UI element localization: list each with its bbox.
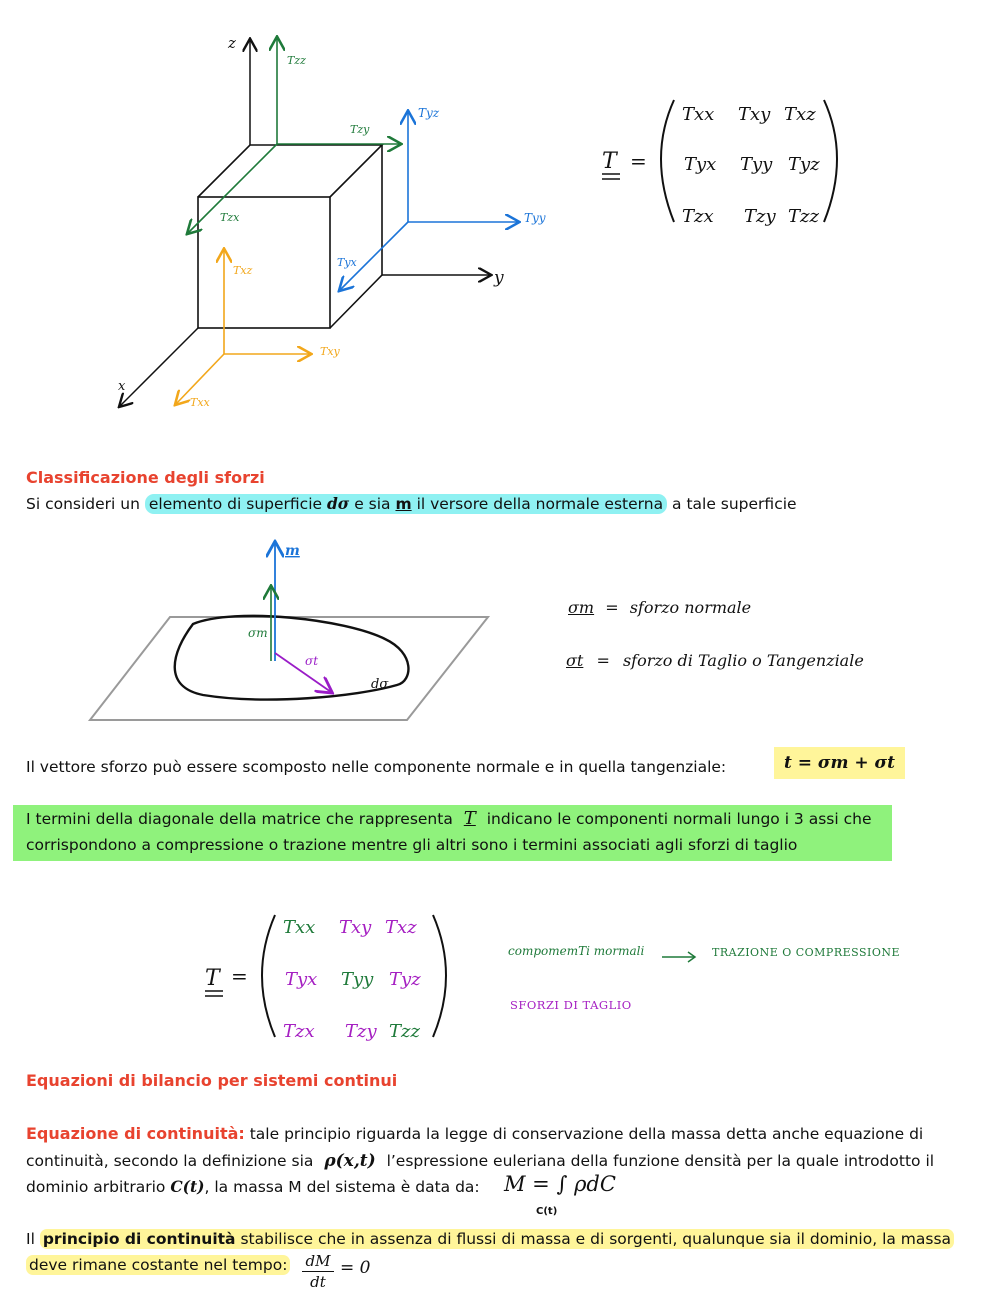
x-axis-label: x bbox=[118, 379, 126, 394]
definition-sigma-m: σm = sforzo normale bbox=[568, 598, 752, 617]
cell-shear: Tzx bbox=[283, 1021, 315, 1042]
principle-highlight: principio di continuità stabilisce che in assenza di flussi di massa e di sorgenti, qualunque sia il dominio, la massa bbox=[40, 1229, 954, 1249]
stress-matrix-top bbox=[590, 90, 870, 235]
cell-shear: Txy bbox=[339, 917, 372, 938]
cell: Tyx bbox=[684, 154, 717, 175]
y-axis-label: y bbox=[494, 268, 504, 288]
diagonal-note-line1: I termini della diagonale della matrice che rappresenta T indicano le componenti normali lungo i 3 assi che bbox=[26, 808, 872, 829]
right-paren bbox=[433, 915, 446, 1037]
cell-shear: Tyz bbox=[389, 969, 421, 990]
cell-shear: Txz bbox=[385, 917, 417, 938]
legend-arrow bbox=[660, 948, 700, 964]
integral-domain-subscript: C(t) bbox=[536, 1206, 558, 1217]
legend-normal-components: compomemTi mormali bbox=[508, 944, 645, 958]
cell: Tyz bbox=[788, 154, 820, 175]
mass-integral-formula: M = ∫ ρdC bbox=[504, 1172, 616, 1196]
diagonal-note-box bbox=[13, 805, 892, 861]
sigma-t-arrow bbox=[275, 653, 331, 692]
legend-shear-stresses: SFORZI DI TAGLIO bbox=[510, 998, 632, 1012]
matrix-equals: = bbox=[231, 964, 248, 988]
matrix-cells bbox=[682, 104, 820, 227]
surface-plane bbox=[90, 617, 488, 720]
left-paren bbox=[262, 915, 275, 1037]
cube bbox=[198, 145, 382, 328]
sigma-m-label: σm bbox=[248, 626, 268, 640]
legend-traction-compression: TRAZIONE O COMPRESSIONE bbox=[712, 946, 901, 959]
matrix-symbol: T bbox=[205, 966, 220, 991]
right-paren bbox=[824, 100, 837, 222]
surface-element-diagram bbox=[85, 535, 505, 730]
vector-decomposition-text: Il vettore sforzo può essere scomposto nelle componente normale e in quella tangenziale: bbox=[26, 758, 727, 776]
matrix-symbol: T bbox=[602, 149, 617, 174]
continuity-paragraph-line3: dominio arbitrario C(t), la massa M del sistema è data da: bbox=[26, 1177, 480, 1196]
tyy-label: Tyy bbox=[524, 211, 546, 225]
section-title-balance-equations: Equazioni di bilancio per sistemi continui bbox=[26, 1071, 398, 1090]
cell: Tzy bbox=[744, 206, 776, 227]
txz-label: Txz bbox=[233, 264, 253, 277]
txx-label: Txx bbox=[190, 396, 210, 409]
cell-shear: Tyx bbox=[285, 969, 318, 990]
tzy-label: Tzy bbox=[350, 123, 370, 136]
stress-cube-diagram bbox=[0, 0, 600, 430]
matrix-equals: = bbox=[630, 149, 647, 173]
cell: Txx bbox=[682, 104, 715, 125]
diagonal-note-line2: corrispondono a compressione o trazione mentre gli altri sono i termini associati agli sforzi di taglio bbox=[26, 836, 798, 854]
tzx-label: Tzx bbox=[220, 211, 240, 224]
sentence-end: a tale superficie bbox=[672, 495, 797, 513]
z-axis-label: z bbox=[228, 34, 236, 52]
cell: Tyy bbox=[740, 154, 773, 175]
continuity-paragraph-line2: continuità, secondo la definizione sia ρ(x,t) l’espressione euleriana della funzione densità per la quale introdotto il bbox=[26, 1151, 935, 1171]
dsigma-label: dσ bbox=[371, 677, 389, 692]
sentence-start: Si consideri un bbox=[26, 495, 140, 513]
section-title-classification: Classificazione degli sforzi bbox=[26, 468, 265, 487]
cell: Txy bbox=[738, 104, 771, 125]
sigma-t-label: σt bbox=[305, 654, 319, 668]
derivative-equals-zero: = 0 bbox=[340, 1258, 371, 1278]
surface-sentence bbox=[26, 491, 797, 517]
cell: Tzx bbox=[682, 206, 714, 227]
cell-diagonal: Txx bbox=[283, 917, 316, 938]
mass-derivative: dM dt bbox=[302, 1251, 334, 1292]
principle-line1: Il principio di continuità stabilisce che in assenza di flussi di massa e di sorgenti, qualunque sia il dominio, la massa bbox=[26, 1226, 954, 1252]
tyx-label: Tyx bbox=[337, 256, 357, 269]
matrix-cells bbox=[283, 917, 421, 1042]
vector-formula: t = σm + σt bbox=[774, 747, 905, 779]
cell: Txz bbox=[784, 104, 816, 125]
cell-diagonal: Tzz bbox=[389, 1021, 420, 1042]
cell-diagonal: Tyy bbox=[341, 969, 374, 990]
tyz-label: Tyz bbox=[418, 106, 440, 120]
txy-label: Txy bbox=[320, 345, 340, 358]
tzz-label: Tzz bbox=[287, 54, 306, 67]
left-paren bbox=[661, 100, 674, 222]
cell: Tzz bbox=[788, 206, 819, 227]
highlight-surface: elemento di superficie dσ e sia m il versore della normale esterna bbox=[145, 494, 667, 514]
principle-line2: deve rimane costante nel tempo: bbox=[26, 1252, 290, 1278]
stress-matrix-colored bbox=[195, 905, 465, 1050]
cell-shear: Tzy bbox=[345, 1021, 377, 1042]
continuity-paragraph-line1: Equazione di continuità: tale principio riguarda la legge di conservazione della massa detta anche equazione di bbox=[26, 1124, 924, 1143]
normal-label: m bbox=[285, 543, 300, 559]
definition-sigma-t: σt = sforzo di Taglio o Tangenziale bbox=[566, 651, 864, 670]
